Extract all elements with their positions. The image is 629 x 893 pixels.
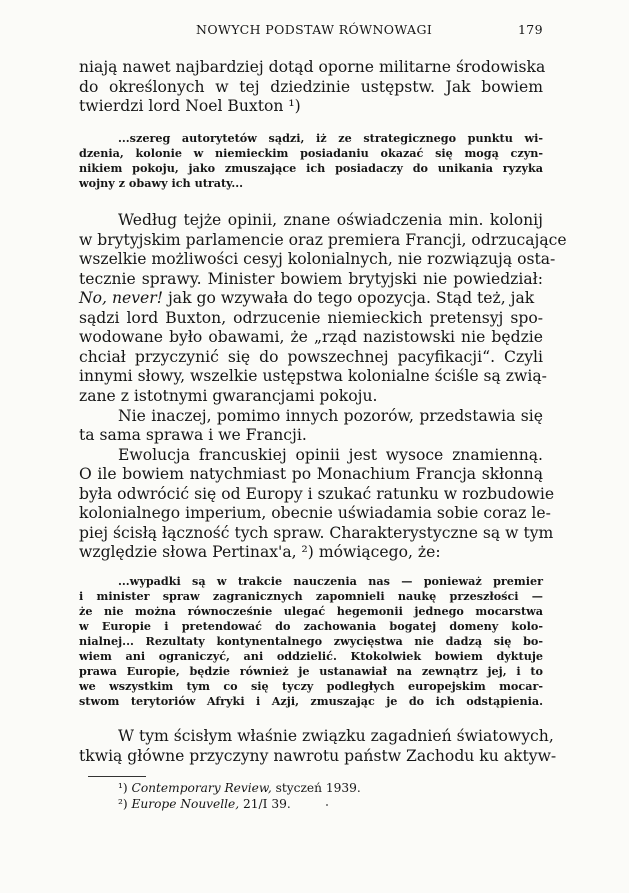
quote-line: dzenia, kolonie w niemieckim posiadaniu okazać się mogą czyn- bbox=[79, 146, 543, 160]
body-line: niają nawet najbardziej dotąd oporne militarne środowiska bbox=[79, 58, 546, 76]
body-line: tecznie sprawy. Minister bowiem brytyjski nie powiedział: bbox=[79, 270, 543, 288]
body-line: tkwią główne przyczyny nawrotu państw Zachodu ku aktyw- bbox=[79, 747, 557, 765]
body-line: innymi słowy, wszelkie ustępstwa kolonialne ściśle są zwią- bbox=[79, 367, 547, 385]
quote-line: i minister spraw zagranicznych zapomnieli naukę przeszłości — bbox=[79, 589, 543, 603]
page-number: 179 bbox=[517, 22, 543, 37]
quote-line: ...wypadki są w trakcie nauczenia nas — ponieważ premier bbox=[118, 574, 543, 588]
body-line: do określonych w tej dziedzinie ustępstw. Jak bowiem bbox=[79, 78, 543, 96]
quote-line: nialnej... Rezultaty kontynentalnego zwycięstwa nie dadzą się bo- bbox=[79, 634, 543, 648]
body-line-rest: jak go wzywała do tego opozycja. Stąd też, jak bbox=[167, 289, 535, 307]
body-line: W tym ścisłym właśnie związku zagadnień światowych, bbox=[118, 727, 554, 745]
body-line: wszelkie możliwości cesyj kolonialnych, nie rozwiązują osta- bbox=[79, 250, 556, 268]
body-line: w brytyjskim parlamencie oraz premiera Francji, odrzucające bbox=[79, 231, 567, 249]
body-line: ta sama sprawa i we Francji. bbox=[79, 426, 307, 444]
emphasis: No, never! bbox=[79, 289, 163, 307]
body-line: względzie słowa Pertinax'a, ²) mówiącego, że: bbox=[79, 543, 441, 561]
running-header bbox=[79, 22, 543, 42]
body-line: była odwrócić się od Europy i szukać ratunku w rozbudowie bbox=[79, 485, 555, 503]
quote-line: ...szereg autorytetów sądzi, iż ze strategicznego punktu wi- bbox=[118, 131, 543, 145]
body-line-italic bbox=[79, 289, 534, 308]
body-line: sądzi lord Buxton, odrzucenie niemieckich pretensyj spo- bbox=[79, 309, 543, 327]
quote-line: stwom terytoriów Afryki i Azji, zmuszając je do ich odstąpienia. bbox=[79, 694, 543, 708]
footnote-detail: styczeń 1939. bbox=[271, 781, 361, 795]
footnote-1 bbox=[118, 781, 361, 796]
body-line: kolonialnego imperium, obecnie uświadamia sobie coraz le- bbox=[79, 504, 551, 522]
print-speck bbox=[326, 804, 328, 806]
footnote-source: Contemporary Review, bbox=[131, 781, 272, 795]
body-line: wodowane było obawami, że „rząd nazistowski nie będzie bbox=[79, 328, 543, 346]
quote-line: wiem ani ograniczyć, ani oddzielić. Ktokolwiek bowiem dyktuje bbox=[79, 649, 543, 663]
quote-line: we wszystkim tym co się tyczy podległych europejskim mocar- bbox=[79, 679, 543, 693]
footnote-marker: ²) bbox=[118, 797, 128, 811]
body-line: Nie inaczej, pomimo innych pozorów, przedstawia się bbox=[118, 407, 543, 425]
quote-line: wojny z obawy ich utraty... bbox=[79, 176, 244, 190]
quote-line: w Europie i pretendować do zachowania bogatej domeny kolo- bbox=[79, 619, 543, 633]
body-line: O ile bowiem natychmiast po Monachium Francja skłonną bbox=[79, 465, 543, 483]
body-line: piej ścisłą łączność tych spraw. Charakterystyczne są w tym bbox=[79, 524, 554, 542]
footnote-marker: ¹) bbox=[118, 781, 128, 795]
body-line: Ewolucja francuskiej opinii jest wysoce znamienną. bbox=[118, 446, 543, 464]
quote-line: prawa Europie, będzie również je ustanawiał na zewnątrz jej, i to bbox=[79, 664, 543, 678]
body-line: Według tejże opinii, znane oświadczenia min. kolonij bbox=[118, 211, 543, 229]
body-line: twierdzi lord Noel Buxton ¹) bbox=[79, 97, 301, 115]
quote-line: że nie można równocześnie ulegać hegemonii jednego mocarstwa bbox=[79, 604, 543, 618]
footnote-2 bbox=[118, 797, 291, 812]
quote-line: nikiem pokoju, jako zmuszające ich posiadaczy do unikania ryzyka bbox=[79, 161, 543, 175]
body-line: zane z istotnymi gwarancjami pokoju. bbox=[79, 387, 378, 405]
body-line: chciał przyczynić się do powszechnej pacyfikacji“. Czyli bbox=[79, 348, 543, 366]
footnote-rule bbox=[88, 776, 146, 777]
footnote-detail: 21/I 39. bbox=[239, 797, 291, 811]
running-title: NOWYCH PODSTAW RÓWNOWAGI bbox=[196, 22, 433, 37]
footnote-source: Europe Nouvelle, bbox=[131, 797, 240, 811]
